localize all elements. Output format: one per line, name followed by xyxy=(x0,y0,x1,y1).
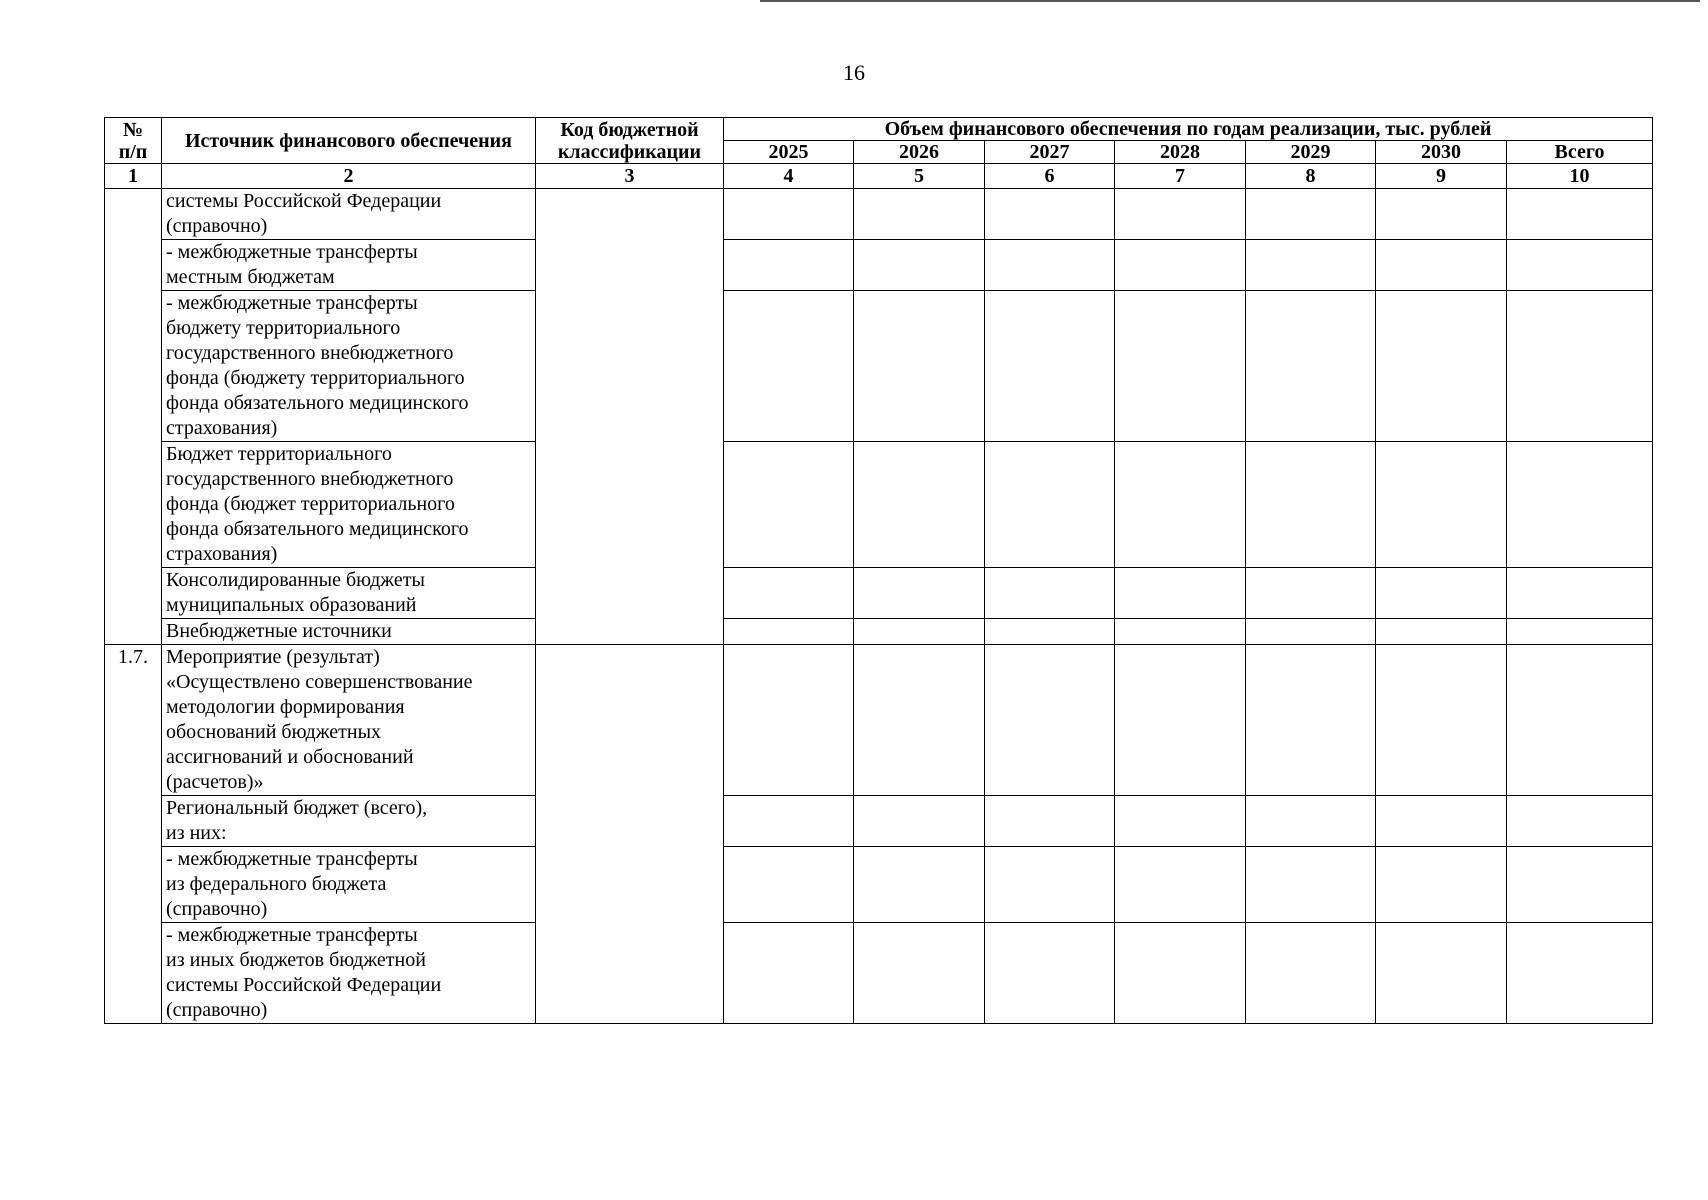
table-row xyxy=(105,442,1653,568)
row-number: 1.7. xyxy=(105,645,162,1024)
table-row xyxy=(105,619,1653,645)
value-cell xyxy=(1115,442,1246,568)
value-cell xyxy=(1507,189,1653,240)
value-cell xyxy=(1376,619,1507,645)
value-cell xyxy=(854,619,985,645)
column-number: 5 xyxy=(854,164,985,189)
header-year: 2029 xyxy=(1246,141,1376,164)
header-row-1 xyxy=(105,118,1653,141)
value-cell xyxy=(854,568,985,619)
header-year: 2030 xyxy=(1376,141,1507,164)
column-number: 2 xyxy=(162,164,536,189)
value-cell xyxy=(1376,442,1507,568)
value-cell xyxy=(854,796,985,847)
value-cell xyxy=(1507,619,1653,645)
page-number: 16 xyxy=(843,60,865,85)
value-cell xyxy=(1507,568,1653,619)
value-cell xyxy=(1376,291,1507,442)
value-cell xyxy=(854,923,985,1024)
header-row-column-numbers xyxy=(105,164,1653,189)
value-cell xyxy=(724,847,854,923)
value-cell xyxy=(724,796,854,847)
value-cell xyxy=(1115,847,1246,923)
table-header xyxy=(105,118,1653,189)
value-cell xyxy=(854,291,985,442)
top-rule xyxy=(760,0,1700,2)
value-cell xyxy=(1376,847,1507,923)
header-volume: Объем финансового обеспечения по годам реализации, тыс. рублей xyxy=(724,118,1653,141)
value-cell xyxy=(1376,568,1507,619)
table-row xyxy=(105,568,1653,619)
value-cell xyxy=(1246,240,1376,291)
row-source: Внебюджетные источники xyxy=(162,619,536,645)
value-cell xyxy=(854,189,985,240)
row-source: Мероприятие (результат) «Осуществлено совершенствование методологии формирования обоснований бюджетных ассигнований и обоснований (расчетов)» xyxy=(162,645,536,796)
header-source: Источник финансового обеспечения xyxy=(162,118,536,164)
value-cell xyxy=(985,442,1115,568)
value-cell xyxy=(1115,291,1246,442)
value-cell xyxy=(1376,923,1507,1024)
value-cell xyxy=(1115,619,1246,645)
value-cell xyxy=(1507,847,1653,923)
value-cell xyxy=(854,240,985,291)
value-cell xyxy=(985,240,1115,291)
row-source: - межбюджетные трансферты из иных бюджетов бюджетной системы Российской Федерации (справочно) xyxy=(162,923,536,1024)
value-cell xyxy=(724,923,854,1024)
table-row xyxy=(105,847,1653,923)
value-cell xyxy=(1507,645,1653,796)
value-cell xyxy=(1246,291,1376,442)
header-code: Код бюджетной классификации xyxy=(536,118,724,164)
value-cell xyxy=(1246,645,1376,796)
column-number: 4 xyxy=(724,164,854,189)
row-source: системы Российской Федерации (справочно) xyxy=(162,189,536,240)
column-number: 3 xyxy=(536,164,724,189)
value-cell xyxy=(1376,796,1507,847)
row-source: Региональный бюджет (всего), из них: xyxy=(162,796,536,847)
value-cell xyxy=(724,189,854,240)
value-cell xyxy=(985,645,1115,796)
value-cell xyxy=(1115,568,1246,619)
row-code xyxy=(536,189,724,645)
header-num: № п/п xyxy=(105,118,162,164)
value-cell xyxy=(1246,796,1376,847)
column-number: 7 xyxy=(1115,164,1246,189)
value-cell xyxy=(1376,189,1507,240)
value-cell xyxy=(985,923,1115,1024)
value-cell xyxy=(724,568,854,619)
row-source: - межбюджетные трансферты местным бюджетам xyxy=(162,240,536,291)
value-cell xyxy=(1246,923,1376,1024)
row-source: - межбюджетные трансферты из федерального бюджета (справочно) xyxy=(162,847,536,923)
column-number: 9 xyxy=(1376,164,1507,189)
row-code xyxy=(536,645,724,1024)
table-body xyxy=(105,189,1653,1024)
value-cell xyxy=(1246,189,1376,240)
value-cell xyxy=(1115,923,1246,1024)
header-year: 2025 xyxy=(724,141,854,164)
value-cell xyxy=(854,645,985,796)
row-number xyxy=(105,189,162,645)
value-cell xyxy=(985,291,1115,442)
value-cell xyxy=(1246,442,1376,568)
value-cell xyxy=(1507,291,1653,442)
header-year: 2026 xyxy=(854,141,985,164)
financing-table xyxy=(104,117,1653,1024)
value-cell xyxy=(1376,240,1507,291)
value-cell xyxy=(1246,847,1376,923)
value-cell xyxy=(724,442,854,568)
value-cell xyxy=(1507,923,1653,1024)
value-cell xyxy=(854,442,985,568)
value-cell xyxy=(985,568,1115,619)
value-cell xyxy=(1115,240,1246,291)
value-cell xyxy=(985,796,1115,847)
row-source: - межбюджетные трансферты бюджету территориального государственного внебюджетного фонда (бюджету территориального фонда обязательного медицинского страхования) xyxy=(162,291,536,442)
header-year: 2027 xyxy=(985,141,1115,164)
table-row xyxy=(105,796,1653,847)
value-cell xyxy=(1246,619,1376,645)
value-cell xyxy=(854,847,985,923)
value-cell xyxy=(724,645,854,796)
header-total: Всего xyxy=(1507,141,1653,164)
value-cell xyxy=(724,619,854,645)
value-cell xyxy=(724,291,854,442)
value-cell xyxy=(1115,189,1246,240)
column-number: 10 xyxy=(1507,164,1653,189)
row-source: Консолидированные бюджеты муниципальных образований xyxy=(162,568,536,619)
row-source: Бюджет территориального государственного внебюджетного фонда (бюджет территориального фонда обязательного медицинского страхования) xyxy=(162,442,536,568)
value-cell xyxy=(985,847,1115,923)
value-cell xyxy=(1376,645,1507,796)
value-cell xyxy=(1115,796,1246,847)
value-cell xyxy=(985,189,1115,240)
value-cell xyxy=(1246,568,1376,619)
column-number: 1 xyxy=(105,164,162,189)
column-number: 6 xyxy=(985,164,1115,189)
column-number: 8 xyxy=(1246,164,1376,189)
value-cell xyxy=(724,240,854,291)
value-cell xyxy=(985,619,1115,645)
table-row xyxy=(105,240,1653,291)
table-row xyxy=(105,923,1653,1024)
table-row xyxy=(105,189,1653,240)
value-cell xyxy=(1507,240,1653,291)
header-year: 2028 xyxy=(1115,141,1246,164)
value-cell xyxy=(1115,645,1246,796)
table-row xyxy=(105,645,1653,796)
value-cell xyxy=(1507,442,1653,568)
value-cell xyxy=(1507,796,1653,847)
table-row xyxy=(105,291,1653,442)
